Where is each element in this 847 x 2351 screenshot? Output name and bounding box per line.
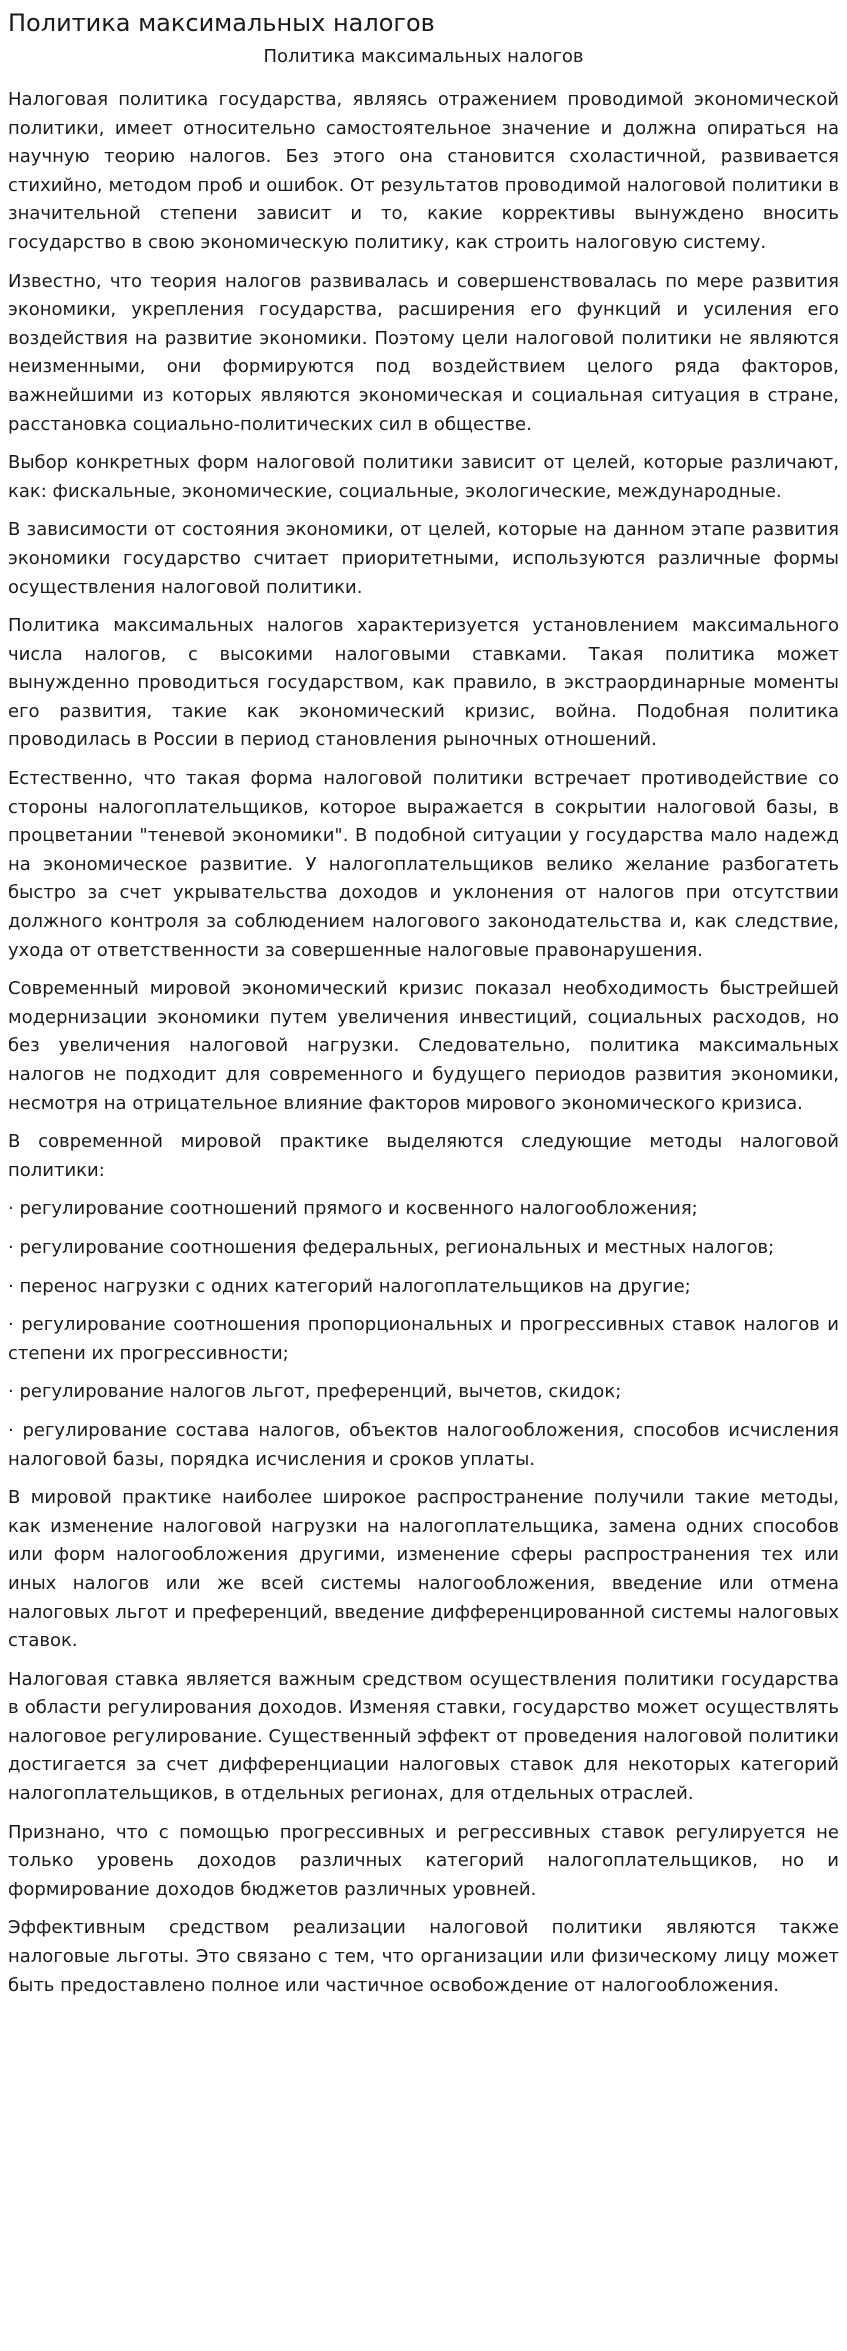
list-item: · регулирование состава налогов, объектов налогообложения, способов исчисления налоговой базы, порядка исчисления и сроков уплаты. bbox=[8, 1419, 839, 1470]
paragraph: Политика максимальных налогов характеризуется установлением максимального числа налогов, с высокими налоговыми ставками. Такая политика может вынужденно проводиться государством, как правило, в экстраординарные моменты его развития, такие как экономический кризис, война. Подобная политика проводилась в России в период становления рыночных отношений. bbox=[8, 615, 839, 751]
paragraph: В зависимости от состояния экономики, от целей, которые на данном этапе развития экономики государство считает приоритетными, используются различные формы осуществления налоговой политики. bbox=[8, 519, 839, 598]
list-item: · регулирование соотношений прямого и косвенного налогообложения; bbox=[8, 1198, 698, 1220]
document-body bbox=[8, 86, 839, 2000]
paragraph: Налоговая политика государства, являясь отражением проводимой экономической политики, имеет относительно самостоятельное значение и должна опираться на научную теорию налогов. Без этого она становится схоластичной, развивается стихийно, методом проб и ошибок. От результатов проводимой налоговой политики в значительной степени зависит и то, какие коррективы вынуждено вносить государство в свою экономическую политику, как строить налоговую систему. bbox=[8, 89, 839, 253]
paragraph: В мировой практике наиболее широкое распространение получили такие методы, как изменение налоговой нагрузки на налогоплательщика, замена одних способов или форм налогообложения другими, изменение сферы распространения тех или иных налогов или же всей системы налогообложения, введение или отмена налоговых льгот и преференций, введение дифференцированной системы налоговых ставок. bbox=[8, 1487, 839, 1652]
list-item: · регулирование соотношения пропорциональных и прогрессивных ставок налогов и степени их прогрессивности; bbox=[8, 1314, 839, 1364]
paragraph: Признано, что с помощью прогрессивных и регрессивных ставок регулируется не только уровень доходов различных категорий налогоплательщиков, но и формирование доходов бюджетов различных уровней. bbox=[8, 1821, 839, 1900]
list-item: · перенос нагрузки с одних категорий налогоплательщиков на другие; bbox=[8, 1275, 691, 1297]
list-item: · регулирование налогов льгот, преференций, вычетов, скидок; bbox=[8, 1381, 622, 1403]
paragraph: Современный мировой экономический кризис показал необходимость быстрейшей модернизации экономики путем увеличения инвестиций, социальных расходов, но без увеличения налоговой нагрузки. Следовательно, политика максимальных налогов не подходит для современного и будущего периодов развития экономики, несмотря на отрицательное влияние факторов мирового экономического кризиса. bbox=[8, 978, 839, 1114]
page-title: Политика максимальных налогов bbox=[8, 9, 435, 37]
paragraph: Естественно, что такая форма налоговой политики встречает противодействие со стороны налогоплательщиков, которое выражается в сокрытии налоговой базы, в процветании "теневой экономики". В подобной ситуации у государства мало надежд на экономическое развитие. У налогоплательщиков велико желание разбогатеть быстро за счет укрывательства доходов и уклонения от налогов при отсутствии должного контроля за соблюдением налогового законодательства и, как следствие, ухода от ответственности за совершенные налоговые правонарушения. bbox=[8, 768, 839, 961]
paragraph: Выбор конкретных форм налоговой политики зависит от целей, которые различают, как: фискальные, экономические, социальные, экологические, международные. bbox=[8, 452, 839, 502]
document-heading: Политика максимальных налогов bbox=[263, 46, 584, 67]
paragraph: В современной мировой практике выделяются следующие методы налоговой политики: bbox=[8, 1131, 839, 1181]
paragraph: Налоговая ставка является важным средством осуществления политики государства в области регулирования доходов. Изменяя ставки, государство может осуществлять налоговое регулирование. Существенный эффект от проведения налоговой политики достигается за счет дифференциации налоговых ставок для некоторых категорий налогоплательщиков, в отдельных регионах, для отдельных отраслей. bbox=[8, 1668, 839, 1805]
paragraph: Эффективным средством реализации налоговой политики являются также налоговые льготы. Это связано с тем, что организации или физическому лицу может быть предоставлено полное или частичное освобождение от налогообложения. bbox=[8, 1917, 839, 1996]
list-item: · регулирование соотношения федеральных, региональных и местных налогов; bbox=[8, 1236, 775, 1258]
document-page bbox=[0, 8, 847, 2000]
paragraph: Известно, что теория налогов развивалась и совершенствовалась по мере развития экономики, укрепления государства, расширения его функций и усиления его воздействия на развитие экономики. Поэтому цели налоговой политики не являются неизменными, они формируются под воздействием целого ряда факторов, важнейшими из которых являются экономическая и социальная ситуация в стране, расстановка социально-политических сил в обществе. bbox=[8, 270, 839, 435]
